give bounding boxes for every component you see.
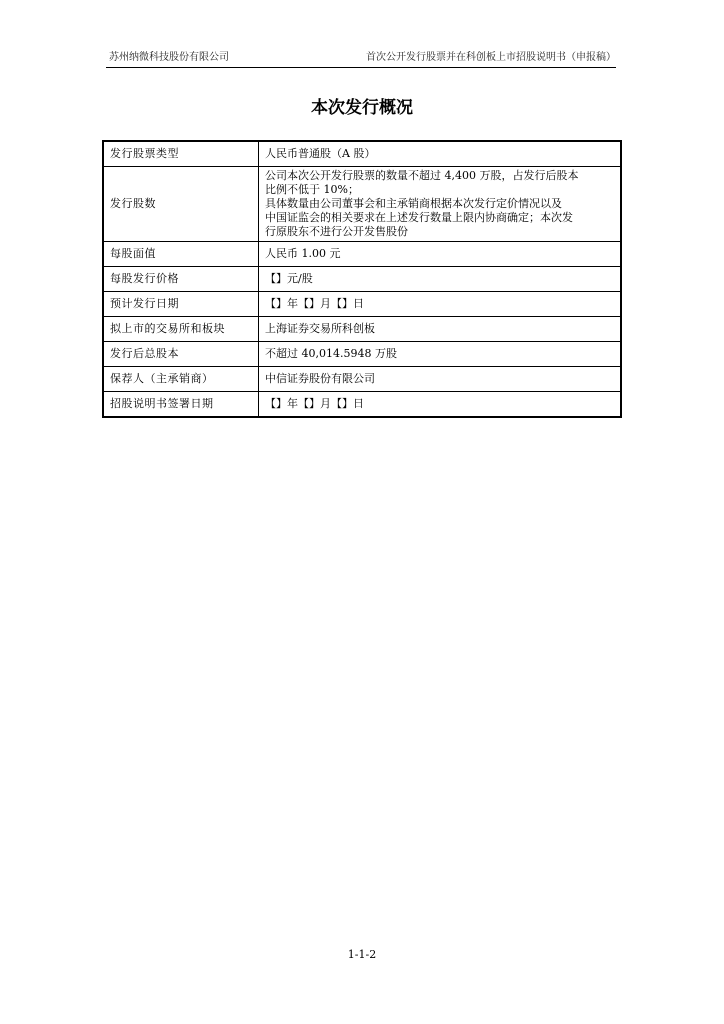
row-label: 招股说明书签署日期: [103, 392, 259, 418]
row-value: 【】年【】月【】日: [259, 292, 622, 317]
header-document-title: 首次公开发行股票并在科创板上市招股说明书（申报稿）: [366, 52, 616, 63]
table-row: [103, 367, 621, 392]
table-row: [103, 267, 621, 292]
value-line: 行原股东不进行公开发售股份: [265, 225, 408, 238]
header-rule: [106, 67, 616, 68]
row-value: 不超过 40,014.5948 万股: [259, 342, 622, 367]
value-line: 具体数量由公司董事会和主承销商根据本次发行定价情况以及: [265, 197, 562, 210]
running-header: [106, 50, 616, 66]
table-row: [103, 317, 621, 342]
value-line: 公司本次公开发行股票的数量不超过 4,400 万股，占发行后股本: [265, 169, 579, 182]
table-row: [103, 292, 621, 317]
row-label: 每股面值: [103, 242, 259, 267]
row-label: 保荐人（主承销商）: [103, 367, 259, 392]
row-label: 预计发行日期: [103, 292, 259, 317]
row-value: 【】年【】月【】日: [259, 392, 622, 418]
offering-summary-table: [102, 140, 622, 418]
row-value: 【】元/股: [259, 267, 622, 292]
table-row: [103, 342, 621, 367]
row-label: 每股发行价格: [103, 267, 259, 292]
table-row: [103, 167, 621, 242]
table-row: [103, 392, 621, 418]
page-number: 1-1-2: [347, 948, 377, 961]
table-row: [103, 141, 621, 167]
row-label: 发行后总股本: [103, 342, 259, 367]
page-title: 本次发行概况: [311, 98, 413, 118]
value-line: 中国证监会的相关要求在上述发行数量上限内协商确定；本次发: [265, 211, 573, 224]
row-value: 上海证券交易所科创板: [259, 317, 622, 342]
row-value: 人民币 1.00 元: [259, 242, 622, 267]
row-value: [259, 167, 622, 242]
table-row: [103, 242, 621, 267]
row-label: 拟上市的交易所和板块: [103, 317, 259, 342]
row-label: 发行股数: [103, 167, 259, 242]
row-value: 人民币普通股（A 股）: [259, 141, 622, 167]
value-line: 比例不低于 10%；: [265, 183, 359, 196]
header-company: 苏州纳微科技股份有限公司: [109, 52, 229, 63]
row-label: 发行股票类型: [103, 141, 259, 167]
row-value: 中信证券股份有限公司: [259, 367, 622, 392]
